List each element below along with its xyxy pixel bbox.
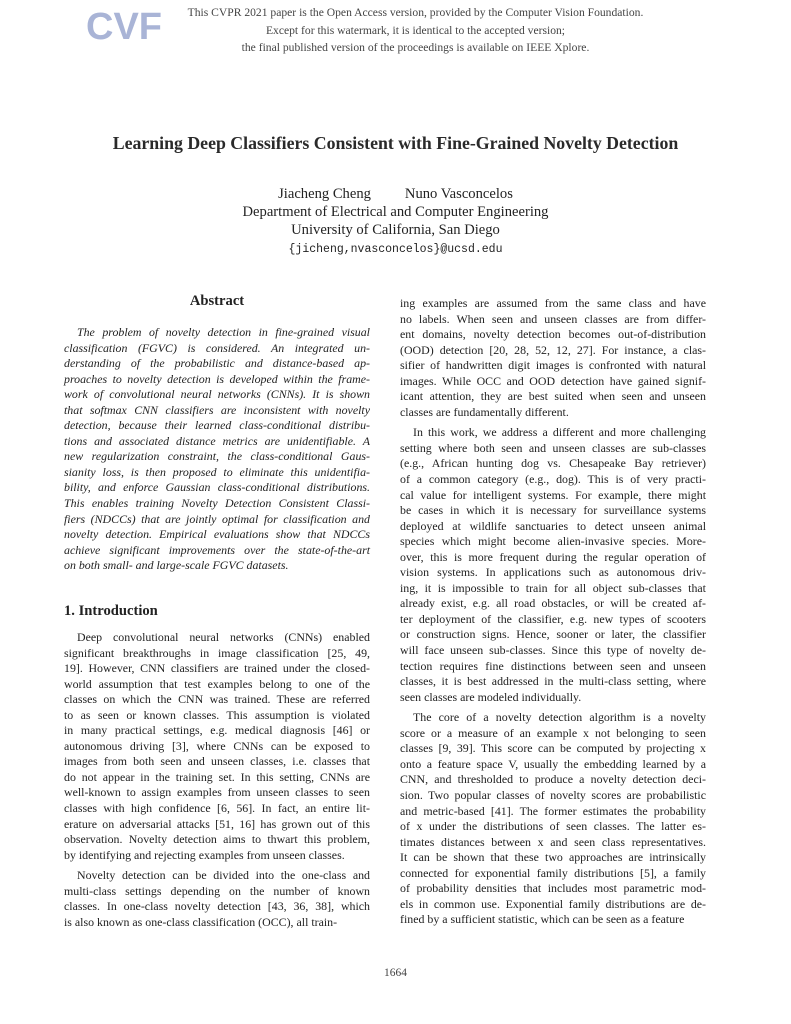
text-line: classes are fundamentally different. [400,404,569,419]
text-line: In this work, we address a different and more challenging [413,425,706,440]
watermark-line: This CVPR 2021 paper is the Open Access version, provided by the Computer Vision Foundation. [187,6,644,19]
page-number: 1664 [384,967,407,979]
watermark-line: Except for this watermark, it is identical to the accepted version; [265,23,566,37]
right-paragraph-3 [400,710,706,928]
text-line: classes with high confidence [6, 56]. In fact, an entire lit- [64,801,370,816]
text-line: 19]. However, CNN classifiers are trained under the closed- [64,661,370,676]
text-line: classes. In one-class novelty detection [43, 36, 38], which [64,899,370,914]
text-line: over, this is more frequent during the regular operation of [400,549,706,564]
text-line: by identifying and rejecting examples from unseen classes. [64,847,345,862]
text-line: sianity loss, is then proposed to eliminate this unidentifia- [64,464,370,479]
text-line: The core of a novelty detection algorithm is a novelty [413,710,706,725]
text-line: already exist, e.g. all road obstacles, or will be created af- [400,596,706,611]
text-line: timates distances between x and seen class representatives. [400,834,706,849]
text-line: observation. Novelty detection aims to thwart this problem, [64,832,370,847]
cvf-logo-text: CVF [86,6,162,48]
text-line: ent domains, novelty detection becomes out-of-distribution [400,327,706,342]
text-line: It can be shown that these two approaches are intrinsically [400,850,706,865]
text-line: world assumption that test examples belong to one of the [64,676,370,691]
text-line: vision systems. In applications such as autonomous driv- [400,565,706,580]
text-line: of x under the distributions of seen classes. The latter es- [400,819,706,834]
text-line: new regularization constraint, the class-conditional Gaus- [64,449,370,464]
text-line: sion. Two popular classes of novelty scores are probabilistic [400,787,706,802]
text-line: classification (FGVC) is considered. An integrated un- [64,340,370,355]
text-line: classes on which the CNN was trained. These are referred [64,692,370,707]
paper-title: Learning Deep Classifiers Consistent with Fine-Grained Novelty Detection [112,133,679,153]
text-line: Deep convolutional neural networks (CNNs) enabled [77,630,370,644]
text-line: tions and associated distance metrics are unidentifiable. A [64,433,370,448]
text-line: derstanding of the probabilistic and distance-based ap- [64,356,370,371]
text-line: fined by a sufficient statistic, which can be seen as a feature [400,912,685,927]
affiliation-university: University of California, San Diego [291,222,500,238]
intro-paragraph-1 [64,630,370,863]
watermark-line: the final published version of the proceedings is available on IEEE Xplore. [241,41,590,54]
text-line: to as seen or known classes. This assumption is violated [64,707,370,722]
introduction-body [64,630,370,930]
text-line: tection requires fine distinctions between seen and unseen [400,658,706,673]
text-line: score or a measure of an example x not belonging to seen [400,725,706,740]
text-line: and metric-based [41]. The former estimates the probability [400,803,706,818]
text-line: on both small- and large-scale FGVC datasets. [64,558,289,573]
author-email: {jicheng,nvasconcelos}@ucsd.edu [288,243,503,256]
text-line: achieve significant improvements over the state-of-the-art [64,542,370,557]
author-list [0,186,791,203]
right-paragraph-1 [400,296,706,420]
text-line: images. While OCC and OOD detection have gained signif- [400,373,706,388]
text-line: ing, it is impossible to train for all object sub-classes that [400,580,706,595]
text-line: bility, and enforce Gaussian class-conditional distributions. [64,480,370,495]
text-line: Novelty detection can be divided into the one-class and [77,868,370,883]
cvf-logo [86,6,162,48]
text-line: The problem of novelty detection in fine-grained visual [77,325,370,339]
text-line: (OOD) detection [20, 28, 52, 12, 27]. For instance, a clas- [400,342,706,357]
text-line: that softmax CNN classifiers are inconsistent with novelty [64,402,370,417]
text-line: els in common use. Exponential family distributions are de- [400,896,706,911]
text-line: (e.g., African hunting dog vs. Chesapeake Bay retriever) [400,456,706,471]
text-line: fiers (NDCCs) that are jointly optimal for classification and [64,511,370,526]
text-line: seen classes are modeled individually. [400,689,582,704]
affiliation-department: Department of Electrical and Computer Engineering [242,204,549,220]
text-line: deployed at wildlife sanctuaries to detect unseen animal [400,518,706,533]
text-line: detection, because their learned class-conditional distribu- [64,418,370,433]
text-line: onto a feature space V, usually the embedding learned by a [400,756,706,771]
abstract-heading: Abstract [189,293,245,309]
open-access-watermark [170,4,661,57]
author-name: Nuno Vasconcelos [404,186,513,202]
text-line: of a common category (e.g., dog). This is of very practi- [400,472,706,487]
introduction-heading: 1. Introduction [64,603,158,619]
text-line: cal value for intelligent systems. For example, there might [400,487,706,502]
right-column-body [400,296,706,928]
text-line: images from both seen and unseen classes, i.e. classes that [64,754,370,769]
text-line: be cases in which it is necessary for surveillance systems [400,503,706,518]
text-line: ter deployment of the classifier, e.g. new types of scooters [400,611,706,626]
text-line: of probability densities that includes most parametric mod- [400,881,706,896]
text-line: classes [9, 39]. This score can be computed by projecting x [400,741,706,756]
text-line: species which might become alien-invasive species. More- [400,534,706,549]
abstract-paragraph [64,325,370,574]
text-line: will face unseen sub-classes. Since this type of novelty de- [400,643,706,658]
text-line: no labels. When seen and unseen classes are from differ- [400,311,706,326]
text-line: connected for exponential family distributions [5], a family [400,865,706,880]
text-line: work of convolutional neural networks (CNNs). It is shown [64,387,370,402]
intro-paragraph-2 [64,868,370,930]
text-line: This enables training Novelty Detection Consistent Classi- [64,496,370,511]
text-line: novelty detection. Empirical evaluations show that NDCCs [64,527,370,542]
text-line: setting where both seen and unseen classes are sub-classes [400,440,706,455]
text-line: classes, it is best addressed in the multi-class setting, where [400,674,706,689]
text-line: do not appear in the training set. In this setting, CNNs are [64,769,370,784]
text-line: proaches to novelty detection is developed within the frame- [64,371,370,386]
text-line: erature on adversarial attacks [51, 16] has grown out of this [64,816,370,831]
text-line: multi-class settings depending on the number of known [64,883,370,898]
text-line: ing examples are assumed from the same class and have [400,296,706,310]
text-line: CNN, and thresholded to produce a novelty detection deci- [400,772,706,787]
text-line: or construction signs. Hence, sooner or later, the classifier [400,627,706,642]
text-line: icant attention, they are best suited when seen and unseen [400,389,706,404]
text-line: autonomous driving [3], where CNNs can be exposed to [64,738,370,753]
text-line: well-known to assign examples from unseen classes to seen [64,785,370,800]
abstract-body [64,325,370,574]
text-line: in many practical settings, e.g. medical diagnosis [46] or [64,723,370,738]
text-line: is also known as one-class classification (OCC), all train- [64,914,338,929]
text-line: significant breakthroughs in image classification [25, 49, [64,645,370,660]
author-name: Jiacheng Cheng [278,186,371,202]
right-paragraph-2 [400,425,706,705]
text-line: sifier of handwritten digit images is confronted with natural [400,358,706,373]
